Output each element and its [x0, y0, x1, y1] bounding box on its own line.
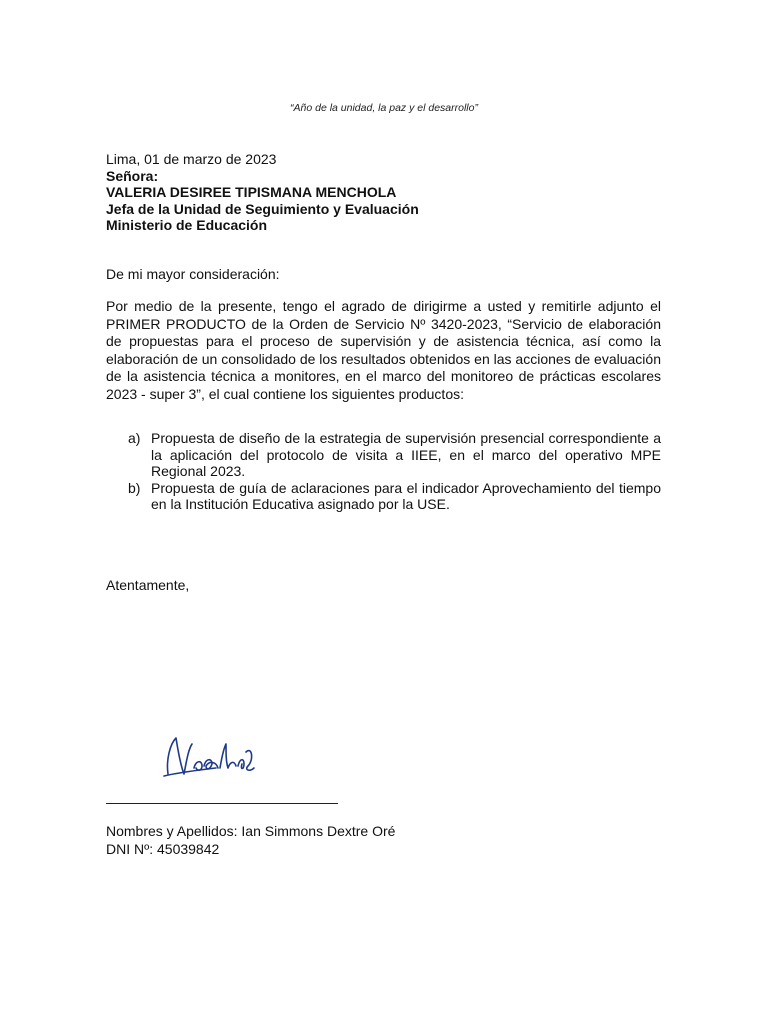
place-date: Lima, 01 de marzo de 2023 — [106, 151, 277, 167]
signer-block — [106, 822, 661, 858]
greeting: De mi mayor consideración: — [106, 266, 280, 282]
signer-dni: DNI Nº: 45039842 — [106, 841, 220, 857]
signature-strokes — [164, 738, 254, 776]
letter-header — [106, 151, 661, 234]
handwritten-signature — [160, 730, 260, 782]
year-motto: “Año de la unidad, la paz y el desarrollo” — [290, 102, 478, 114]
list-item — [128, 480, 661, 513]
list-marker: a) — [128, 430, 141, 446]
body-paragraph: Por medio de la presente, tengo el agrado de dirigirme a usted y remitirle adjunto el PRIMER PRODUCTO de la Orden de Servicio Nº 3420-2023, “Servicio de elaboración de propuestas para el proceso de supervisión y de asistencia técnica, así como la elaboración de un consolidado de los resultados obtenidos en las acciones de evaluación de la asistencia técnica a monitores, en el marco del monitoreo de prácticas escolares 2023 - super 3”, el cual contiene los siguientes productos: — [106, 298, 661, 402]
signer-name: Nombres y Apellidos: Ian Simmons Dextre Oré — [106, 823, 396, 839]
recipient-name: VALERIA DESIREE TIPISMANA MENCHOLA — [106, 184, 397, 200]
products-list — [128, 430, 661, 513]
list-item-text: Propuesta de guía de aclaraciones para el indicador Aprovechamiento del tiempo en la Institución Educativa asignado por la USE. — [151, 479, 661, 512]
recipient-position: Jefa de la Unidad de Seguimiento y Evaluación — [106, 200, 419, 217]
list-item — [128, 430, 661, 480]
closing: Atentamente, — [106, 577, 190, 593]
recipient-title: Señora: — [106, 167, 159, 184]
list-marker: b) — [128, 479, 141, 496]
list-item-text: Propuesta de diseño de la estrategia de supervisión presencial correspondiente a la aplicación del protocolo de visita a IIEE, en el marco del operativo MPE Regional 2023. — [151, 430, 661, 479]
recipient-organization: Ministerio de Educación — [106, 217, 268, 233]
signature-line — [106, 803, 338, 804]
